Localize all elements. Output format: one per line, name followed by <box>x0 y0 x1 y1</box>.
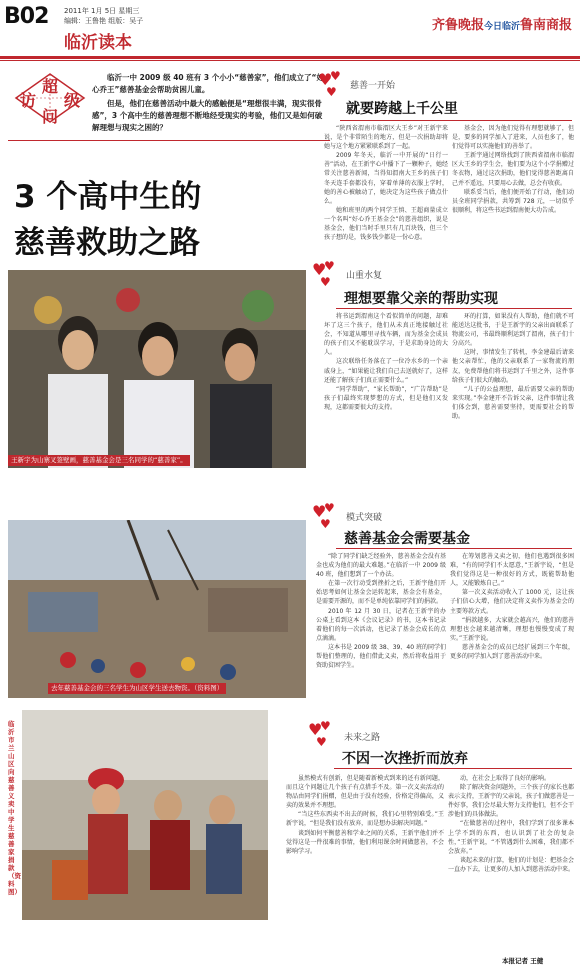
article-column <box>448 774 574 952</box>
editor-line: 编辑：王鲁艳 组版：吴子 <box>64 17 144 25</box>
header-meta <box>64 6 143 26</box>
article-column <box>452 312 574 488</box>
article-paragraph: 将书运到渭南这个看似简单的问题，却难坏了这三个孩子，他们从未真正地接触过社会，不知道从哪里寻找车辆，而为基金会成员的孩子们又不能耽误学习，于是求助身边的大人。 <box>324 313 448 357</box>
article-paragraph: 这次联络任务落在了一位冷水乡的一个亲戚身上，“如果能让我们自己去送就好了，这样还能了解孩子们真正需要什么。” <box>324 358 448 384</box>
article-paragraph: 环的打算，如果没有人帮助，他们就不可能送达这批书，于是王新宇的父亲出面联系了物流公司，书最终顺利运到了渭南，孩子们十分高兴。 <box>452 313 574 348</box>
super-interview-stamp <box>12 68 88 128</box>
page-number: B02 <box>4 4 49 29</box>
section-kicker: 山重水复 <box>346 271 383 281</box>
date-line: 2011年 1月 5日 星期三 <box>64 7 140 15</box>
section-divider <box>336 308 572 309</box>
byline: 本报记者 王健 <box>502 957 544 965</box>
stamp-char-1: 超 <box>42 77 59 96</box>
article-paragraph: “儿子的公益理想，最后需要父亲的帮助来实现。”李金建开不告诉父亲，这件事情让我们体会到，慈善需要坚持，更需要社会的帮助。 <box>452 385 574 421</box>
photo-caption: 去年慈善基金会的三名学生为山区学生送去物资。（资料图） <box>48 683 226 694</box>
article-column <box>324 124 448 242</box>
intro-divider <box>8 140 330 141</box>
article-paragraph: 这本书是 2009 级 38、39、40 班的同学们帮他们整理的，他们借此义卖，然后将收益用于资助贫困学生。 <box>316 643 446 670</box>
headline-line-1: 3 个高中生的 <box>14 179 202 215</box>
brand-tag: 鲁南商报 <box>519 18 572 33</box>
article-paragraph: “陕西省渭南市临渭区大王乡”对王新宇来说，是个非常陌生的地方，但是一次捐助却将她与这个地方紧紧联系到了一起。 <box>324 125 448 151</box>
article-paragraph: 2009 年冬天，临沂一中开展的“日行一善”活动，在王新宇心中播下了一颗种子，她经常关注慈善新闻，当得知渭南大王乡的孩子们冬天连手套都没有，穿着单薄的衣服上学时，她的善心被触动了，她决定为这些孩子做点什么。 <box>324 152 448 205</box>
article-paragraph: 谈到如何平衡慈善和学业之间的关系，王新宇他们并不觉得这是一件很难的事情，他们利用课余时间做慈善，不会影响学习。 <box>286 829 444 855</box>
article-paragraph: 在第一次行动受到挫折之后，王新宇他们开始思考如何让基金会运转起来，基金会有基金，是需要开源的，而不是单纯依靠同学们的捐款。 <box>316 580 446 606</box>
article-paragraph: 这时，事情发生了转机，李金建最后请来他父亲帮忙，他的父亲联系了一家物流的朋友，免费帮他们将书运到了千里之外，这件事给孩子们很大的触动。 <box>452 349 574 384</box>
article-paragraph: “同学帮助”，“家长帮助”，“广告帮助”是孩子们最终实现梦想的方式，但是他们又发现，这都需要很大的支持。 <box>324 385 448 411</box>
photo-caption: 王新宇为山寨叉签壁画，慈善基金会是三名同学的“慈善家”。 <box>8 455 190 466</box>
stamp-char-4: 问 <box>42 107 59 126</box>
students-photo-image <box>8 270 306 468</box>
students-photo <box>8 270 306 468</box>
main-headline <box>14 174 314 266</box>
article-paragraph: “除了同学们缺乏经验外，慈善基金会没有基金也成为他们的最大难题。”在临沂一中 2009 级 40 班，他们想到了一个办法。 <box>316 553 446 579</box>
article-paragraph: 谈起未来的打算，他们的计划是：把基金会一直办下去，让更多的人加入到慈善活动中来。 <box>448 856 574 873</box>
article-paragraph: 除了解决资金问题外，三个孩子的家长也都表示支持，王新宇的父亲说，孩子们做慈善是一件好事，我们会尽最大努力支持他们，但不会干涉他们的具体做法。 <box>448 784 574 819</box>
section-title: 理想要靠父亲的帮助实现 <box>344 291 498 307</box>
stamp-char-2: 级 <box>64 91 81 110</box>
article-paragraph: “在做慈善的过程中，我们学到了很多课本上学不到的东西，也认识到了社会的复杂性，”王新宇说，“不管遇到什么困难，我们都不会放弃。” <box>448 820 574 855</box>
intro-paragraph: 临沂一中 2009 级 40 班有 3 个小小“慈善家”，他们成立了“好心乔王”慈善基金会帮助贫困儿童。 <box>92 73 324 94</box>
intro-lead <box>92 72 328 136</box>
article-paragraph: 基金会，因为他们觉得有理想就够了，但是，要多的同学加入了进来，人员也多了，他们觉得可以实施他们的善举了。 <box>452 125 574 151</box>
section-title: 不因一次挫折而放弃 <box>342 751 468 767</box>
article-paragraph: “当这些东西卖不出去的时候，我们心里特别难受。”王新宇说，“但是我们没有放弃，而是想办法解决问题。” <box>286 811 444 828</box>
section-kicker: 慈善一开始 <box>350 81 396 91</box>
article-paragraph: 她和班里的两个同学王慎、王超商量成立一个名叫“好心乔王基金会”的慈善组织，说是基金会，他们当时手里只有几百块钱，但三个孩子想的是，钱多钱少都是一份心意。 <box>324 206 448 242</box>
vertical-photo-caption: 临沂市兰山区向慈善义卖中学生慈善家捐款（资料图） <box>8 720 21 896</box>
section-divider <box>334 768 572 769</box>
brand-main: 齐鲁晚报 <box>431 18 484 33</box>
article-paragraph: 动，在社会上取得了良好的影响。 <box>460 775 551 782</box>
children-photo-image <box>22 710 268 920</box>
article-paragraph: “捐款越多，大家就会越高兴，他们的慈善理想也会越来越清晰，理想也慢慢变成了现实。”王新宇说。 <box>450 616 574 642</box>
hearts-icon: ♥ ♥ ♥ <box>312 501 335 531</box>
article-paragraph: 第一次义卖活动收入了 1000 元，这让孩子们信心大增，他们决定将义卖作为基金会的主要筹款方式。 <box>450 589 574 615</box>
hearts-icon: ♥ ♥ ♥ <box>308 719 331 749</box>
section-title: 慈善基金会需要基金 <box>344 531 470 547</box>
article-paragraph: 联系妥当后，他们便开始了行动，他们动员全班同学捐款，共筹到 728 元，一切似乎很顺利，将这些书运到渭南便大功告成。 <box>452 188 574 214</box>
article-paragraph: 慈善基金会的成员已经扩展到三个年级，更多的同学加入到了慈善活动中来。 <box>450 643 574 661</box>
brand-sub: 今日临沂 <box>483 22 520 32</box>
header-rule-thin <box>0 60 580 61</box>
section-kicker: 未来之路 <box>344 733 381 743</box>
section-title: 就要跨越上千公里 <box>346 101 458 117</box>
article-column <box>452 124 574 242</box>
article-paragraph: 王新宇通过网络找到了陕西省渭南市临渭区大王乡的学生会，他们要为这个小学捐赠过冬衣物，通过这次捐助，他们觉得慈善距离自己并不遥远，只要用心去做，总会有收获。 <box>452 152 574 187</box>
section-divider <box>340 120 572 121</box>
article-column <box>316 552 446 710</box>
article-column <box>324 312 448 488</box>
header-rule <box>0 56 580 59</box>
intro-paragraph: 但是，他们在慈善活动中最大的感触便是“理想很丰满，现实很骨感”，3 个高中生的慈善理想不断地经受现实的考验，他们又是如何破解理想与现实之困的？ <box>92 99 323 132</box>
section-kicker: 模式突破 <box>346 513 383 523</box>
section-title: 临沂读本 <box>64 33 132 53</box>
brand-logo <box>432 14 572 33</box>
article-paragraph: 2010 年 12 月 30 日，记者在王新宇的办公桌上看到这本《会议记录》的书，这本书记录着他们的每一次活动，也记录了基金会成长的点点滴滴。 <box>316 607 446 642</box>
page-header <box>0 0 580 56</box>
article-paragraph: 在筹划慈善义卖之初，他们也遇到很多困难，“有的同学们不太愿意，”王新宇说，“但是我们觉得这是一种很好的方式，既能帮助他人，又能锻炼自己。” <box>450 553 574 588</box>
article-column <box>450 552 574 710</box>
headline-line-2: 慈善救助之路 <box>14 225 200 261</box>
stamp-char-3: 访 <box>20 91 37 110</box>
hearts-icon: ♥ ♥ ♥ <box>312 259 335 289</box>
children-photo <box>22 710 268 920</box>
school-photo-image <box>8 520 306 698</box>
article-paragraph: 虽然模式有创新，但是随着新模式到来的还有新问题，而且这个问题让几个孩子有点措手不及。第一次义卖活动的物品由同学们捐赠，但是由于没有经验，价格定得偏高，义卖的效果并不理想。 <box>286 775 444 810</box>
hearts-icon: ♥ ♥ ♥ <box>318 69 341 99</box>
school-photo <box>8 520 306 698</box>
section-divider <box>336 548 572 549</box>
article-column <box>286 774 444 960</box>
